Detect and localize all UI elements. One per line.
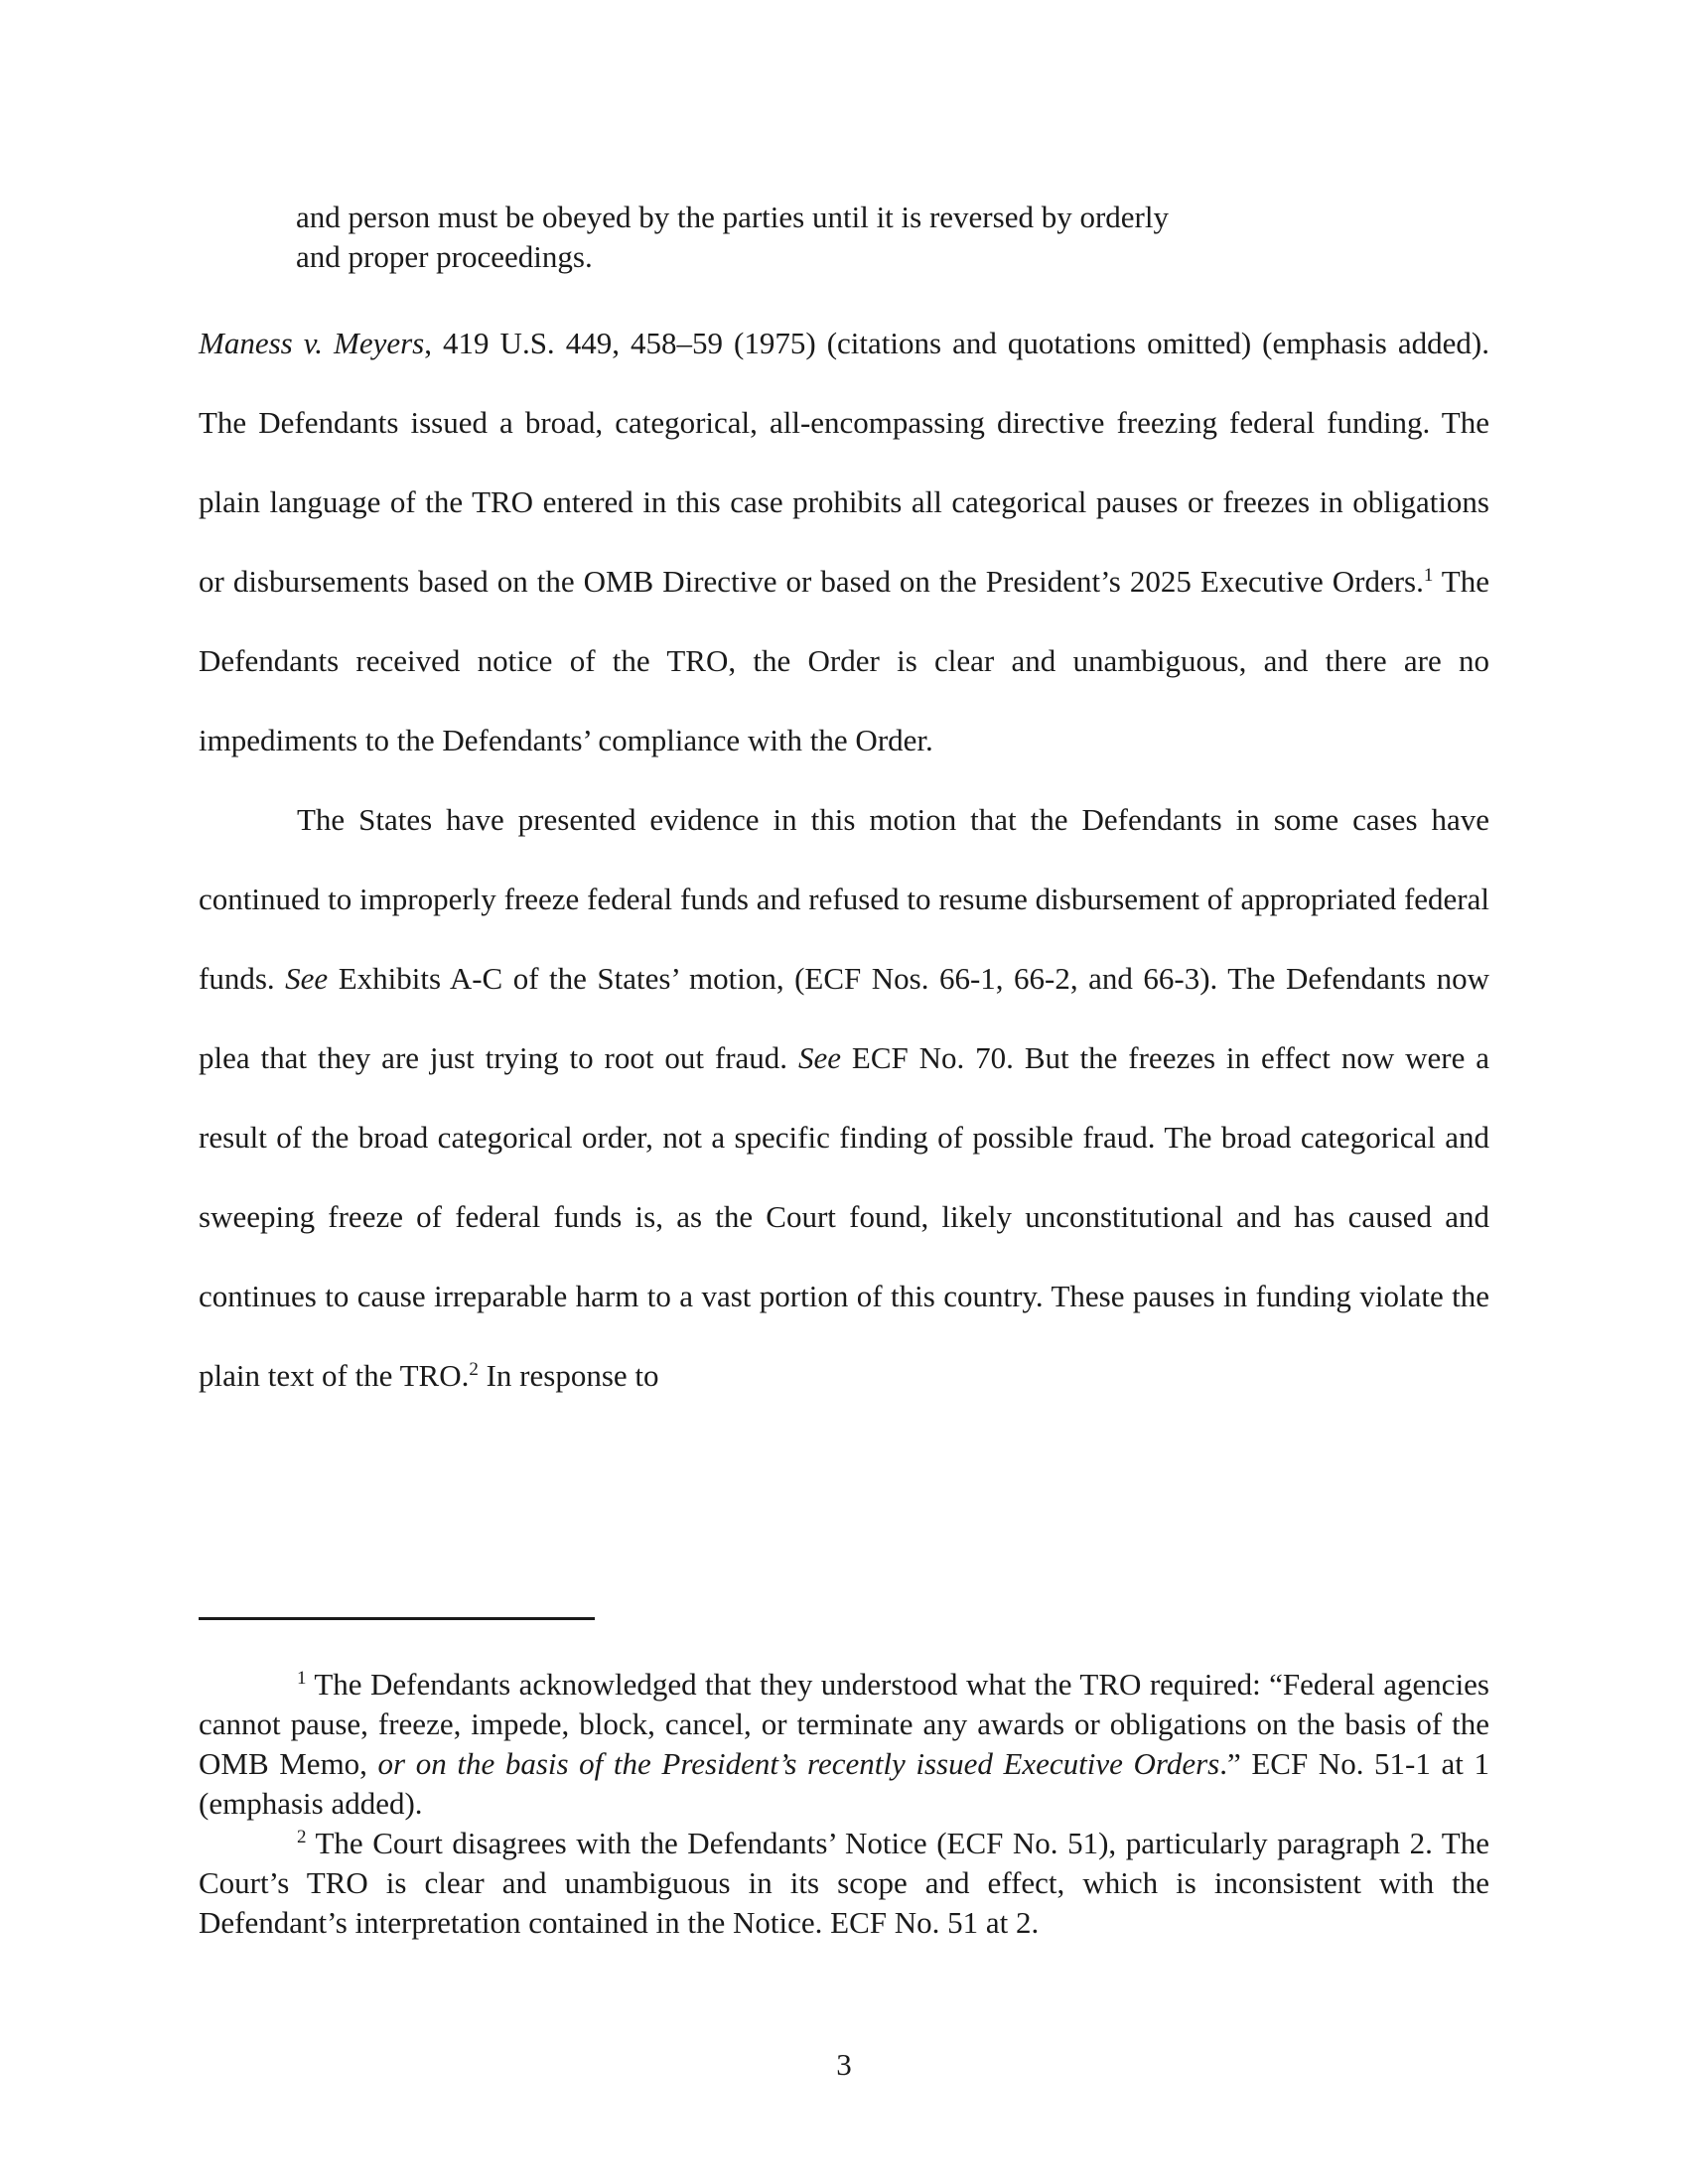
paragraph-text: The States have presented evidence in this motion that the Defendants in some cases have continued to improperly freeze federal funds and refused to resume disbursement of appropriated federal funds. bbox=[199, 802, 1489, 996]
footnote-ref-1: 1 bbox=[1423, 565, 1434, 586]
footnote-1 bbox=[199, 1665, 1489, 1824]
footnote-2 bbox=[199, 1824, 1489, 1943]
footnote-divider bbox=[199, 1617, 595, 1620]
footnote-text: .” ECF No. 51-1 at 1 (emphasis added). bbox=[199, 1746, 1489, 1821]
page-number: 3 bbox=[836, 2047, 852, 2082]
body-text bbox=[199, 308, 1489, 1416]
paragraph-text: Exhibits A-C of the States’ motion, (ECF Nos. 66-1, 66-2, and 66-3). The Defendants now plea that they are just trying to root out fraud. bbox=[199, 961, 1489, 1075]
paragraph-text: The Defendants received notice of the TRO, the Order is clear and unambiguous, and there are no impediments to the Defendants’ compliance with the Order. bbox=[199, 564, 1490, 757]
footnote-text: The Court disagrees with the Defendants’ Notice (ECF No. 51), particularly paragraph 2. The Court’s TRO is clear and unambiguous in its scope and effect, which is inconsistent with the Defendant’s interpretation contained in the Notice. ECF No. 51 at 2. bbox=[199, 1826, 1489, 1940]
case-name: Maness v. Meyers bbox=[199, 326, 425, 360]
block-quote-line: and proper proceedings. bbox=[296, 239, 593, 274]
footnote-number: 1 bbox=[297, 1668, 307, 1689]
signal-see: See bbox=[285, 961, 329, 996]
block-quote-line: and person must be obeyed by the parties until it is reversed by orderly bbox=[296, 200, 1169, 234]
footnote-ref-2: 2 bbox=[469, 1359, 479, 1380]
paragraph-evidence bbox=[199, 780, 1489, 1416]
paragraph-citation bbox=[199, 304, 1489, 780]
signal-see: See bbox=[797, 1040, 841, 1075]
paragraph-text: , 419 U.S. 449, 458–59 (1975) (citations and quotations omitted) (emphasis added). The Defendants issued a broad, categorical, all-encompassing directive freezing federal funding. The plain language of the TRO entered in this case prohibits all categorical pauses or freezes in obligations or disbursements based on the OMB Directive or based on the President’s 2025 Executive Orders. bbox=[199, 326, 1490, 599]
block-quote bbox=[296, 198, 1438, 277]
footnote-text: The Defendants acknowledged that they understood what the TRO required: “Federal agencies cannot pause, freeze, impede, block, cancel, or terminate any awards or obligations on the basis of the OMB Memo, bbox=[199, 1667, 1489, 1781]
footnotes bbox=[199, 1665, 1489, 1943]
footnote-emphasis: or on the basis of the President’s recently issued Executive Orders bbox=[377, 1746, 1220, 1781]
paragraph-text: ECF No. 70. But the freezes in effect now were a result of the broad categorical order, not a specific finding of possible fraud. The broad categorical and sweeping freeze of federal funds is, as the Court found, likely unconstitutional and has caused and continues to cause irreparable harm to a vast portion of this country. These pauses in funding violate the plain text of the TRO. bbox=[199, 1040, 1489, 1393]
paragraph-text: In response to bbox=[478, 1358, 659, 1393]
footnote-number: 2 bbox=[297, 1827, 307, 1847]
